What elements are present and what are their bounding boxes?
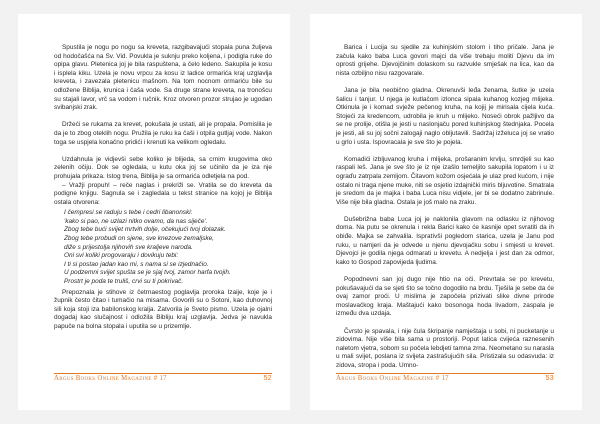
page-footer: [54, 375, 272, 382]
verse-line: Zbog tebe bući svijet mrtvih dolje, očekujući tvoj dolazak.: [64, 226, 226, 234]
verse-line: I ti si postao jadan kao mi, s nama si se izjednačio.: [64, 260, 209, 268]
verse-line: Zbog tebe probudi on sjene, sve knezove zemaljske,: [64, 235, 214, 243]
paragraph: – Vražji propuh! – reče naglas i prekriži se. Vratila se do kreveta da podigne knjigu. Sagnula se i zagledala u tekst stranice na kojoj je Biblija ostala otvorena:: [54, 181, 272, 206]
left-page: [18, 14, 290, 410]
verse-line: I čempresi se raduju s tebe i cedri libanonski:: [64, 209, 193, 217]
magazine-title: Argus Books Online Magazine # 17: [54, 375, 167, 382]
paragraph: Čvrsto je spavala, i nije čula škripanje namještaja u sobi, ni pucketanje u zidovima. Nije više bila sama u prostoriji. Poput latica cvijeća raznesenih naletom vjetra, sobom su počela lebdjeti tamna zrna. Neometano su narasla u mali svijet, poslana iz svijeta zastrašujućih sila. Pristizala su odasvuda: iz zidova, stropa i poda. Umno-: [336, 327, 554, 369]
verse-line: Oni svi koliki progovaraju i dovikuju tebi:: [64, 252, 179, 260]
bible-verse: [64, 209, 272, 286]
footer-rule: [336, 373, 554, 374]
page-number: 53: [545, 375, 554, 382]
paragraph: Jana je bila neobično gladna. Okrenuvši leđa ženama, šutke je uzela šalicu i tanjur. U njega je kutlačom izlonca sipala kuhanog kozjeg mlijeka. Otkinula je i komad svježe pečenog kruha, na kojij je mirisala cijela kuća. Stojeći za kredencom, udrobila je kruh u mlijeko. Noseći obrok pažljivo da se ne prolije, otišla je jesti u naslonjaču pored kuhinjskog štednjaka. Pocela je jesti, ali su joj sočni zalogaji naglo obljutavili. Sadržaj izželuca joj se vratio u grlo i usta. Ispovracala je sve što je pojela.: [336, 86, 554, 146]
verse-line: Prostrt je poda te truliš, crvi su ti pokrivač.: [64, 278, 184, 286]
paragraph: Držeći se rukama za krevet, pokušala je ustati, ali je propala. Pomislila je da je to zbog oteklih nogu. Pružila je ruku ka čaši i otpila gutljaj vode. Nakon toga se uspjela konačno pridići i krenuti ka velikom ogledalu.: [54, 121, 272, 146]
magazine-title: Argus Books Online Magazine # 17: [336, 375, 449, 382]
paragraph: Prepoznala je stihove iz četrnaestog poglavlja proroka Izaije, koje je i župnik često čitao i tumačio na misama. Govorili su o Sotoni, kao duhovnoj sili koja stoji iza babilonskog kralja. Zatvorila je Sveto pismo. Uzela je ojalni dogadaj kao slučajnost i odložila Bibliju kraj uzglavlja. Jedva je navukla papuče na bolna stopala i uputila se u prizemlje.: [54, 288, 272, 330]
page-footer: [336, 375, 554, 382]
right-page-text: [336, 44, 554, 371]
verse-line: diže s prijestolja njihovih sve kraljeve naroda.: [64, 243, 193, 251]
verse-line: 'kako si pao, ne uzlazi nitko ovamo, da nas siječe'.: [64, 217, 208, 225]
paragraph: Popodnevni san joj dugo nije htio na oči. Prevrtala se po krevetu, pokušavajući da se sjeti što se točno dogodilo na brdu. Tješila je sebe da će ovaj zamor proći. U mislima je započela prizivati slike divne prirode moslavačkog kraja. Maštajući kako bosonoga hoda livadom, zaspala je između dva uzdaja.: [336, 276, 554, 318]
paragraph: Uzdahnula je vidjevši sebe koliko je blijeda, sa crnim krugovima oko zelenih očiju. Dok se ogledala, u kutu oka joj se učinilo da je iza nje prohujala prikaza. Istog trena, Biblija je sa ormarića odletjela na pod.: [54, 155, 272, 180]
page-number: 52: [263, 375, 272, 382]
footer-rule: [54, 373, 272, 374]
paragraph: Spustila je nogu po nogu sa kreveta, razgibavajući stopala puna žuljeva od hodočašća na Sv. Vid. Povukla je suknju preko koljena, i podigla ruke do opipa glavu. Pletenica joj je bila raspuštena, a čelo ledeno. Sakupila je kosu i isplela kiku. Uzela je novu vrpcu za kosu iz ladice ormarića kraj uzglavlja kreveta, i zavezala pletenicu mašnom. Na tom nocnom ormariću bile su odložene Biblija, krunica i čaša vode. Sa druge strane kreveta, na tronošcu su stajali lavor, vrč sa vodom i ručnik. Kroz otvoren prozor strujao je ugodan svibanjski zrak.: [54, 44, 272, 112]
paragraph: Komadići izbljuvanog kruha i mlijeka, prošaranim krvlju, smrdjeli su kao raspali leš. Jana je sve što je iz nje izašlo temeljito sakupila lopatom i u iz ograďu zatrpala zemljom. Čitavom kožom osjećala je ulaz pred kućom, i nije ostalo ni traga njene muke, niti se osjetio izdajnički miris bljuvotine. Smatrala je sredom da je majka i baba Luca nisu vidjele, jer bi se dodatno zabrinule. Više nije bila gladna. Ostala je još malo na zraku.: [336, 155, 554, 206]
right-page: [310, 14, 582, 410]
left-page-text: [54, 44, 272, 332]
paragraph: Barica i Lucija su sjedile za kuhinjskim stolom i tiho pričale. Jana je začula kako baba Luca govori majci da više trebaju moliti Djevu da im oprosti grijehe. Djevojčinim dolaskom su razvukle smješak na lica, kao da nista ozbiljno nisu razgovarale.: [336, 44, 554, 77]
verse-line: U podzemni svijet spušta se je sjaj tvoj, zamor harfa tvojih.: [64, 269, 231, 277]
paragraph: Dušebrižna baba Luca joj je naklonila glavom na odlasku iz njihovog doma. Na putu se okrenula i rekla Barici kako će kasnije opet svratiti da ih obiđe. Majka se zahvalila. Ispratívši pogledom starica, uzela je Janu pod ruku, u namjeri da je odvede u njenu djevojačku sobu i smjesti u krevet. Djevojci je godila njega odmarati u krevetu. A nedjelja i jest dan za odmor, kako to Gospod zapovijeda ljudima.: [336, 215, 554, 266]
